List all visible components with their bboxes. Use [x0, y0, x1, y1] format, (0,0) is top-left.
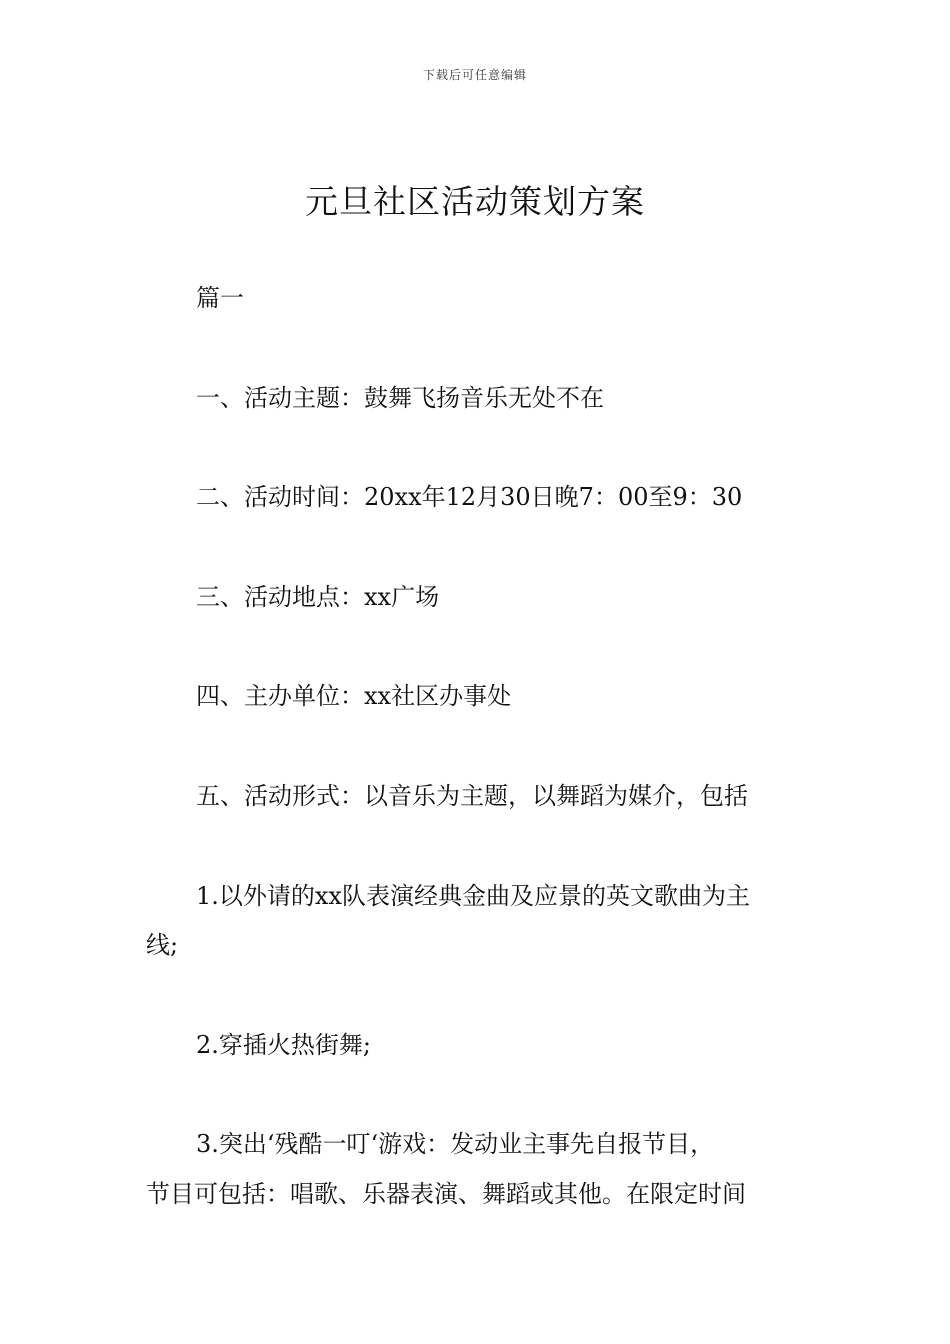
paragraph-section-label: 篇一 — [196, 284, 244, 312]
paragraph-item-3-continued: 节目可包括：唱歌、乐器表演、舞蹈或其他。在限定时间 — [146, 1180, 746, 1208]
document-title: 元旦社区活动策划方案 — [305, 182, 645, 221]
paragraph-item-2: 2.穿插火热街舞; — [196, 1031, 371, 1059]
paragraph-time: 二、活动时间：20xx年12月30日晚7：00至9：30 — [196, 483, 743, 511]
paragraph-location: 三、活动地点：xx广场 — [196, 583, 440, 611]
paragraph-format: 五、活动形式：以音乐为主题，以舞蹈为媒介，包括 — [196, 782, 748, 810]
paragraph-item-1: 1.以外请的xx队表演经典金曲及应景的英文歌曲为主 — [196, 882, 750, 910]
paragraph-theme: 一、活动主题：鼓舞飞扬音乐无处不在 — [196, 384, 604, 412]
header-note: 下载后可任意编辑 — [422, 68, 527, 82]
paragraph-item-1-continued: 线; — [146, 931, 179, 959]
paragraph-organizer: 四、主办单位：xx社区办事处 — [196, 682, 512, 710]
paragraph-item-3: 3.突出‘残酷一叮‘游戏：发动业主事先自报节目， — [196, 1130, 715, 1158]
